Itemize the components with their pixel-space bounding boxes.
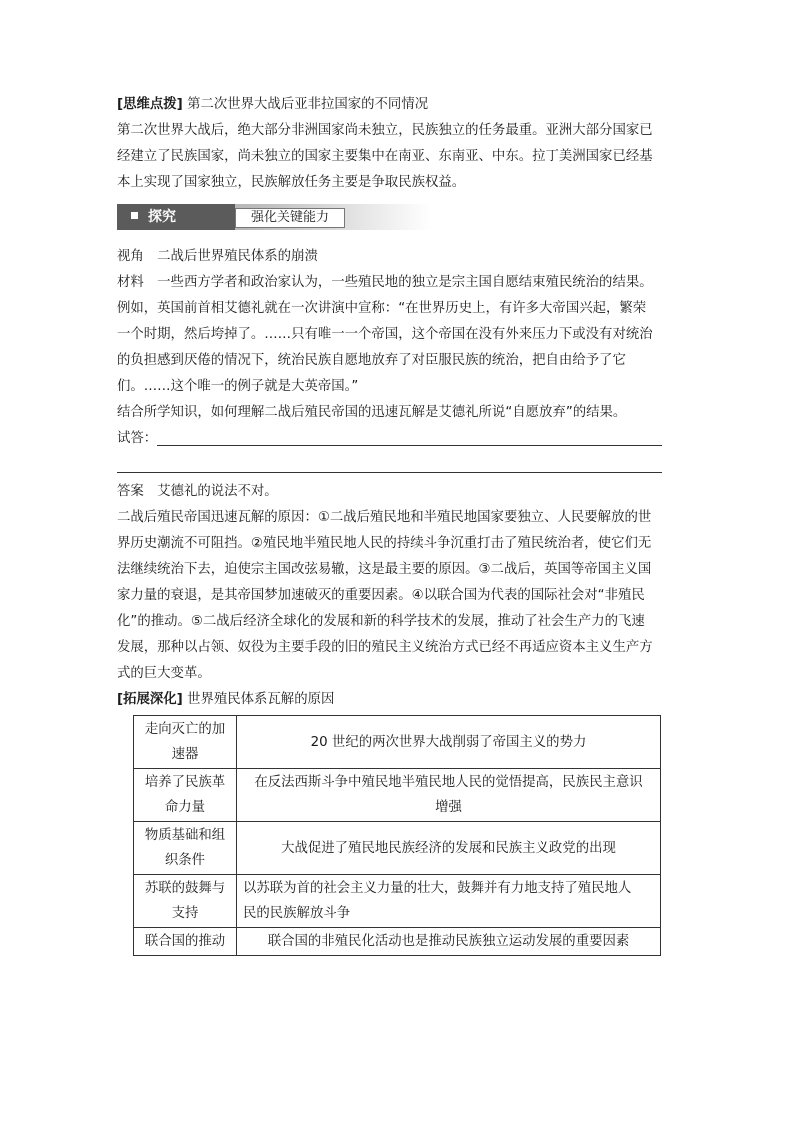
material-line: 例如，英国前首相艾德礼就在一次讲演中宣称：“在世界历史上，有许多大帝国兴起，繁荣 bbox=[117, 301, 647, 316]
reasons-table bbox=[133, 715, 661, 956]
tip-heading bbox=[117, 92, 662, 118]
row-body: 以苏联为首的社会主义力量的壮大，鼓舞并有力地支持了殖民地人 民的民族解放斗争 bbox=[237, 875, 661, 928]
table-row bbox=[134, 822, 661, 875]
row-head: 物质基础和组 织条件 bbox=[134, 822, 237, 875]
row-head: 苏联的鼓舞与 支持 bbox=[134, 875, 237, 928]
row-body: 20 世纪的两次世界大战削弱了帝国主义的势力 bbox=[237, 716, 661, 769]
answer-line: 法继续统治下去，迫使宗主国改弦易辙，这是最主要的原因。③二战后，英国等帝国主义国 bbox=[117, 562, 652, 577]
table-row bbox=[134, 769, 661, 822]
answer-line: 家力量的衰退，是其帝国梦加速破灭的重要因素。④以联合国为代表的国际社会对“非殖民 bbox=[117, 588, 645, 603]
answer-line: 化”的推动。⑤二战后经济全球化的发展和新的科学技术的发展，推动了社会生产力的飞速 bbox=[117, 614, 645, 629]
square-bullet-icon bbox=[131, 212, 138, 219]
tip-title: 第二次世界大战后亚非拉国家的不同情况 bbox=[187, 97, 429, 112]
question-text: 结合所学知识，如何理解二战后殖民帝国的迅速瓦解是艾德礼所说“自愿放弃”的结果。 bbox=[117, 405, 627, 420]
banner-dark-block bbox=[117, 204, 235, 230]
table-row bbox=[134, 928, 661, 956]
row-body: 在反法西斯斗争中殖民地半殖民地人民的觉悟提高，民族民主意识 增强 bbox=[237, 769, 661, 822]
table-row bbox=[134, 875, 661, 928]
answer-line: 答案 艾德礼的说法不对。 bbox=[117, 484, 278, 499]
row-head: 培养了民族革 命力量 bbox=[134, 769, 237, 822]
try-answer-label: 试答： bbox=[117, 431, 158, 446]
table-row bbox=[134, 716, 661, 769]
answer-blank-line[interactable] bbox=[157, 445, 662, 446]
perspective-heading: 视角 二战后世界殖民体系的崩溃 bbox=[117, 249, 318, 264]
tip-tag: [思维点拨] bbox=[117, 97, 183, 112]
tip-line: 第二次世界大战后，绝大部分非洲国家尚未独立，民族独立的任务最重。亚洲大部分国家已 bbox=[117, 123, 653, 138]
material-line: 们。……这个唯一的例子就是大英帝国。” bbox=[117, 379, 359, 394]
material-line: 材料 一些西方学者和政治家认为，一些殖民地的独立是宗主国自愿结束殖民统治的结果。 bbox=[117, 275, 653, 290]
answer-line: 式的巨大变革。 bbox=[117, 666, 211, 681]
tip-line: 本上实现了国家独立，民族解放任务主要是争取民族权益。 bbox=[117, 175, 466, 190]
document-page bbox=[117, 92, 662, 956]
answer-line: 界历史潮流不可阻挡。②殖民地半殖民地人民的持续斗争沉重打击了殖民统治者，使它们无 bbox=[117, 536, 652, 551]
extension-title: 世界殖民体系瓦解的原因 bbox=[187, 692, 335, 707]
banner-left-label: 探究 bbox=[148, 209, 176, 225]
material-line: 一个时期，然后垮掉了。……只有唯一一个帝国，这个帝国在没有外来压力下或没有对统治 bbox=[117, 327, 653, 342]
row-body: 大战促进了殖民地民族经济的发展和民族主义政党的出现 bbox=[237, 822, 661, 875]
material-line: 的负担感到厌倦的情况下，统治民族自愿地放弃了对臣服民族的统治，把自由给予了它 bbox=[117, 353, 626, 368]
try-answer-row bbox=[117, 426, 662, 452]
tip-line: 经建立了民族国家，尚未独立的国家主要集中在南亚、东南亚、中东。拉丁美洲国家已经基 bbox=[117, 149, 653, 164]
row-head: 联合国的推动 bbox=[134, 928, 237, 956]
answer-line: 发展，那种以占领、奴役为主要手段的旧的殖民主义统治方式已经不再适应资本主义生产方 bbox=[117, 640, 653, 655]
row-head: 走向灭亡的加 速器 bbox=[134, 716, 237, 769]
answer-blank-line-2[interactable] bbox=[117, 452, 662, 473]
banner-right-label: 强化关键能力 bbox=[235, 208, 345, 228]
section-banner bbox=[117, 204, 431, 230]
extension-heading bbox=[117, 687, 662, 713]
extension-tag: [拓展深化] bbox=[117, 692, 183, 707]
answer-line: 二战后殖民帝国迅速瓦解的原因：①二战后殖民地和半殖民地国家要独立、人民要解放的世 bbox=[117, 510, 652, 525]
row-body: 联合国的非殖民化活动也是推动民族独立运动发展的重要因素 bbox=[237, 928, 661, 956]
